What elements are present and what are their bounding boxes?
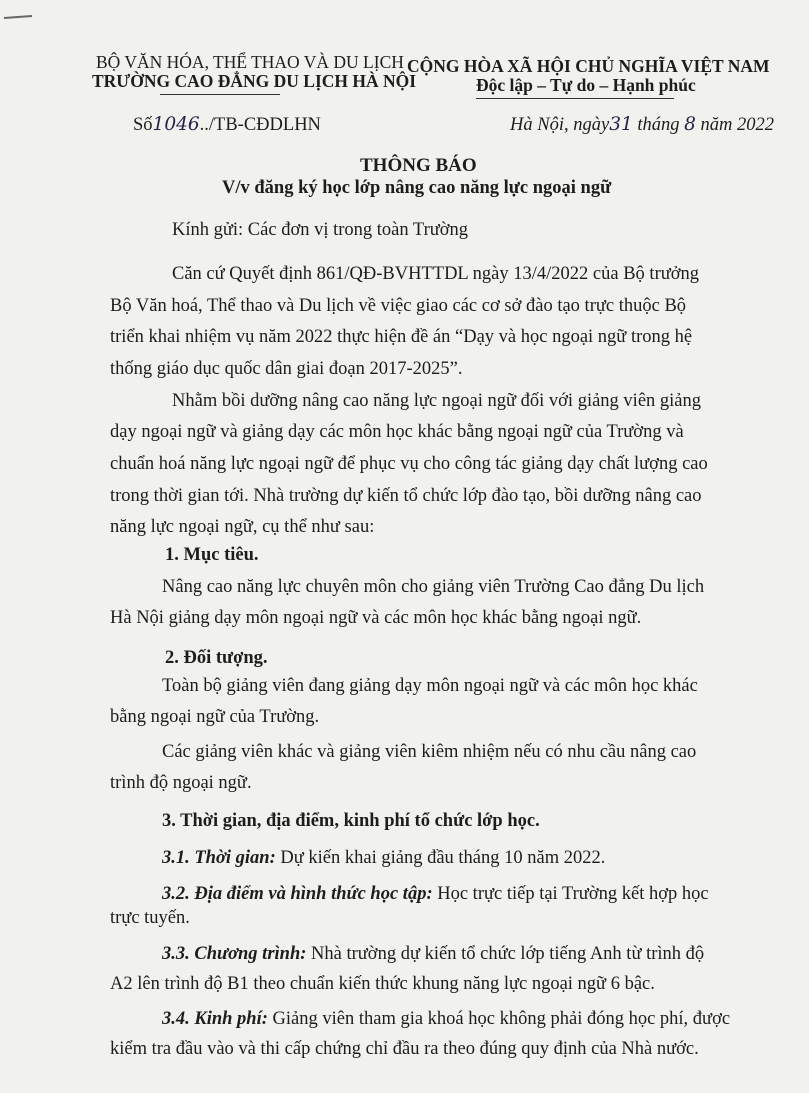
body-line: Nhằm bồi dưỡng nâng cao năng lực ngoại ngữ đối với giảng viên giảng bbox=[172, 391, 702, 411]
notice-subject: V/v đăng ký học lớp nâng cao năng lực ngoại ngữ bbox=[222, 178, 612, 198]
pen-mark bbox=[4, 15, 32, 19]
body-line: dạy ngoại ngữ và giảng dạy các môn học khác bằng ngoại ngữ của Trường và bbox=[110, 422, 684, 442]
motto-underline bbox=[476, 98, 674, 99]
notice-title: THÔNG BÁO bbox=[360, 155, 477, 176]
body-line: Nâng cao năng lực chuyên môn cho giảng viên Trường Cao đẳng Du lịch bbox=[162, 577, 705, 597]
body-line: A2 lên trình độ B1 theo chuẩn kiến thức khung năng lực ngoại ngữ 6 bậc. bbox=[110, 974, 655, 994]
item-program: 3.3. Chương trình: Nhà trường dự kiến tổ chức lớp tiếng Anh từ trình độ bbox=[162, 944, 705, 964]
body-line: chuẩn hoá năng lực ngoại ngữ để phục vụ cho công tác giảng dạy chất lượng cao bbox=[110, 454, 708, 474]
handwritten-day: 31 bbox=[609, 114, 633, 135]
salutation: Kính gửi: Các đơn vị trong toàn Trường bbox=[172, 220, 469, 240]
country-name: CỘNG HÒA XÃ HỘI CHỦ NGHĨA VIỆT NAM bbox=[407, 56, 770, 76]
body-line: Toàn bộ giảng viên đang giảng dạy môn ngoại ngữ và các môn học khác bbox=[162, 676, 698, 696]
handwritten-number: 1046 bbox=[152, 114, 200, 135]
item-fee: 3.4. Kinh phí: Giảng viên tham gia khoá học không phải đóng học phí, được bbox=[162, 1009, 731, 1029]
body-line: Bộ Văn hoá, Thể thao và Du lịch về việc giao các cơ sở đào tạo trực thuộc Bộ bbox=[110, 296, 687, 316]
document-number: Số1046../TB-CĐDLHN bbox=[133, 114, 321, 135]
document-date: Hà Nội, ngày31 tháng 8 năm 2022 bbox=[510, 114, 775, 135]
body-line: Hà Nội giảng dạy môn ngoại ngữ và các môn học khác bằng ngoại ngữ. bbox=[110, 608, 642, 628]
body-line: năng lực ngoại ngữ, cụ thể như sau: bbox=[110, 517, 375, 537]
motto: Độc lập – Tự do – Hạnh phúc bbox=[476, 75, 696, 95]
ministry-name: BỘ VĂN HÓA, THỂ THAO VÀ DU LỊCH bbox=[96, 52, 404, 72]
body-line: trình độ ngoại ngữ. bbox=[110, 773, 252, 793]
section-heading-1: 1. Mục tiêu. bbox=[165, 545, 259, 565]
item-time: 3.1. Thời gian: Dự kiến khai giảng đầu tháng 10 năm 2022. bbox=[162, 848, 606, 868]
body-line: Các giảng viên khác và giảng viên kiêm nhiệm nếu có nhu cầu nâng cao bbox=[162, 742, 697, 762]
body-line: trực tuyến. bbox=[110, 908, 190, 928]
item-place: 3.2. Địa điểm và hình thức học tập: Học trực tiếp tại Trường kết hợp học bbox=[162, 884, 709, 904]
body-line: thống giáo dục quốc dân giai đoạn 2017-2025”. bbox=[110, 359, 463, 379]
school-name: TRƯỜNG CAO ĐẲNG DU LỊCH HÀ NỘI bbox=[92, 71, 417, 91]
school-underline bbox=[160, 94, 280, 95]
section-heading-2: 2. Đối tượng. bbox=[165, 648, 268, 668]
body-line: trong thời gian tới. Nhà trường dự kiến tổ chức lớp đào tạo, bồi dưỡng nâng cao bbox=[110, 486, 702, 506]
body-line: kiểm tra đầu vào và thi cấp chứng chỉ đầu ra theo đúng quy định của Nhà nước. bbox=[110, 1039, 699, 1059]
body-line: bằng ngoại ngữ của Trường. bbox=[110, 707, 320, 727]
section-heading-3: 3. Thời gian, địa điểm, kinh phí tổ chức lớp học. bbox=[162, 811, 540, 831]
handwritten-month: 8 bbox=[684, 114, 696, 135]
body-line: triển khai nhiệm vụ năm 2022 thực hiện đề án “Dạy và học ngoại ngữ trong hệ bbox=[110, 327, 693, 347]
body-line: Căn cứ Quyết định 861/QĐ-BVHTTDL ngày 13/4/2022 của Bộ trưởng bbox=[172, 264, 700, 284]
